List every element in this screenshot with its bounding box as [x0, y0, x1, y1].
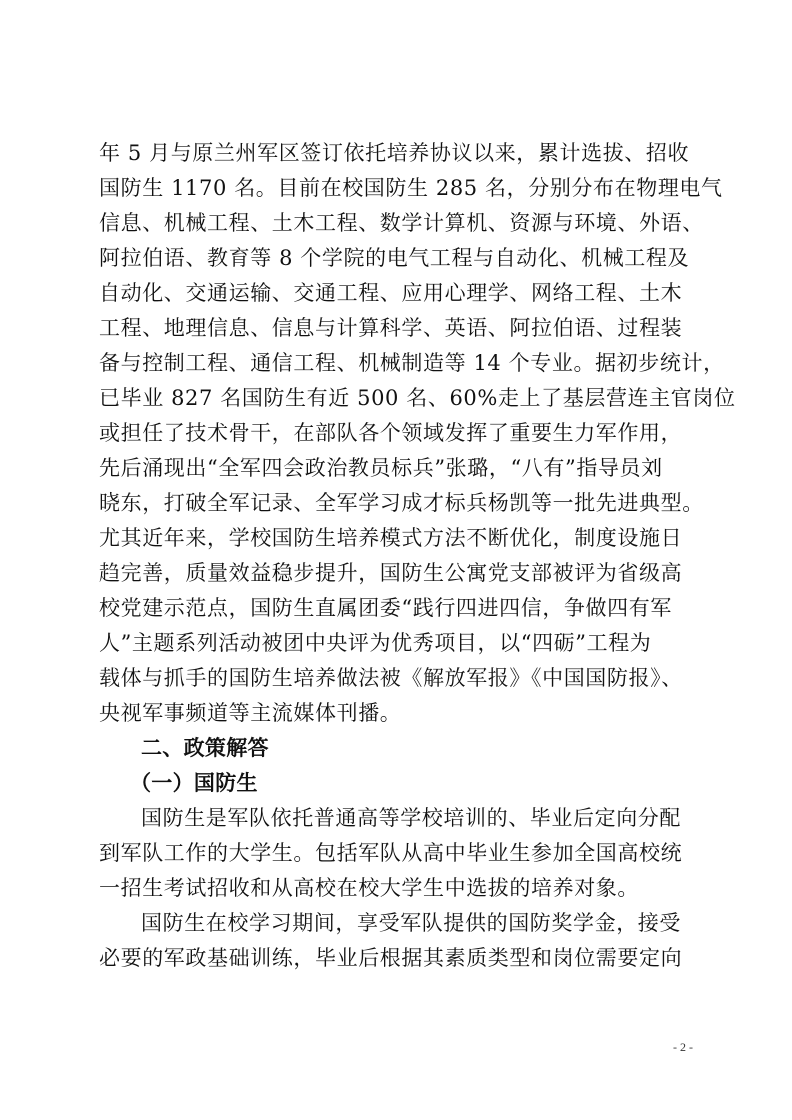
body-line: 央视军事频道等主流媒体刊播。 — [99, 701, 402, 725]
body-line: 到军队工作的大学生。包括军队从高中毕业生参加全国高校统 — [99, 841, 683, 865]
page-number: - 2 - — [673, 1040, 693, 1054]
body-line: 备与控制工程、通信工程、机械制造等 14 个专业。据初步统计， — [99, 351, 725, 375]
subsection-heading: （一）国防生 — [130, 771, 258, 795]
body-line: 一招生考试招收和从高校在校大学生中选拔的培养对象。 — [99, 876, 639, 900]
body-line: 趋完善，质量效益稳步提升，国防生公寓党支部被评为省级高 — [99, 561, 683, 585]
body-line: 自动化、交通运输、交通工程、应用心理学、网络工程、土木 — [99, 281, 683, 305]
body-line: 信息、机械工程、土木工程、数学计算机、资源与环境、外语、 — [99, 211, 704, 235]
body-line: 必要的军政基础训练，毕业后根据其素质类型和岗位需要定向 — [99, 946, 683, 970]
body-line: 工程、地理信息、信息与计算科学、英语、阿拉伯语、过程装 — [99, 316, 683, 340]
body-line: 载体与抓手的国防生培养做法被《解放军报》《中国国防报》、 — [99, 666, 683, 690]
body-line: 国防生 1170 名。目前在校国防生 285 名，分别分布在物理电气 — [99, 176, 723, 200]
body-line: 阿拉伯语、教育等 8 个学院的电气工程与自动化、机械工程及 — [99, 246, 690, 270]
body-line: 先后涌现出“全军四会政治教员标兵”张璐，“八有”指导员刘 — [99, 456, 663, 480]
body-line: 国防生是军队依托普通高等学校培训的、毕业后定向分配 — [141, 806, 681, 830]
body-line: 校党建示范点，国防生直属团委“践行四进四信，争做四有军 — [99, 596, 672, 620]
body-line: 已毕业 827 名国防生有近 500 名、60%走上了基层营连主官岗位 — [99, 386, 736, 410]
body-line: 国防生在校学习期间，享受军队提供的国防奖学金，接受 — [141, 911, 681, 935]
body-line: 人”主题系列活动被团中央评为优秀项目，以“四砺”工程为 — [99, 631, 652, 655]
body-line: 晓东，打破全军记录、全军学习成才标兵杨凯等一批先进典型。 — [99, 491, 704, 515]
body-line: 尤其近年来，学校国防生培养模式方法不断优化，制度设施日 — [99, 526, 683, 550]
body-line: 年 5 月与原兰州军区签订依托培养协议以来，累计选拔、招收 — [99, 141, 690, 165]
section-heading: 二、政策解答 — [141, 736, 269, 760]
body-line: 或担任了技术骨干，在部队各个领域发挥了重要生力军作用， — [99, 421, 683, 445]
